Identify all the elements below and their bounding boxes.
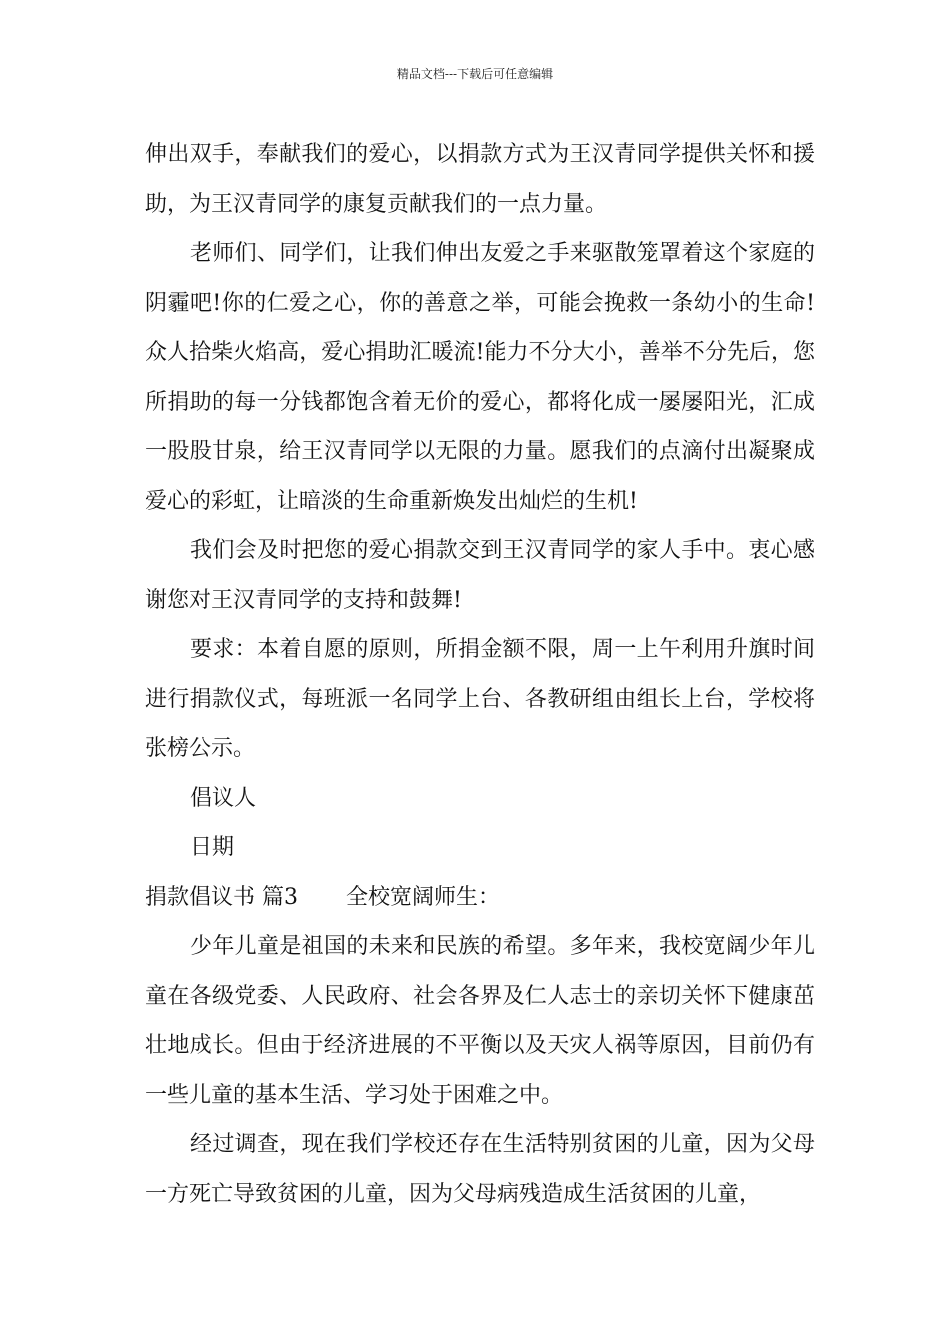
document-body xyxy=(145,130,815,1219)
paragraph-intro: 少年儿童是祖国的未来和民族的希望。多年来，我校宽阔少年儿童在各级党委、人民政府、社会各界及仁人志士的亲切关怀下健康茁壮地成长。但由于经济进展的不平衡以及天灾人祸等原因，目前仍有一些儿童的基本生活、学习处于困难之中。 xyxy=(145,934,815,1108)
paragraph-survey: 经过调查，现在我们学校还存在生活特别贫困的儿童，因为父母一方死亡导致贫困的儿童，因为父母病残造成生活贫困的儿童， xyxy=(145,1132,815,1207)
paragraph-continuation: 伸出双手，奉献我们的爱心，以捐款方式为王汉青同学提供关怀和援助，为王汉青同学的康复贡献我们的一点力量。 xyxy=(145,142,815,217)
page-header: 精品文档---下载后可任意编辑 xyxy=(396,67,554,81)
date-line: 日期 xyxy=(190,835,235,860)
paragraph-appeal: 老师们、同学们，让我们伸出友爱之手来驱散笼罩着这个家庭的阴霾吧!你的仁爱之心，你的善意之举，可能会挽救一条幼小的生命!众人拾柴火焰高，爱心捐助汇暖流!能力不分大小，善举不分先后，您所捐助的每一分钱都饱含着无价的爱心，都将化成一屡屡阳光，汇成一股股甘泉，给王汉青同学以无限的力量。愿我们的点滴付出凝聚成爱心的彩虹，让暗淡的生命重新焕发出灿烂的生机! xyxy=(145,241,815,514)
section-title: 捐款倡议书 篇3 xyxy=(145,884,298,910)
paragraph-requirements: 要求：本着自愿的原则，所捐金额不限，周一上午利用升旗时间进行捐款仪式，每班派一名同学上台、各教研组由组长上台，学校将张榜公示。 xyxy=(145,637,815,761)
signer-line: 倡议人 xyxy=(190,785,257,811)
section-heading xyxy=(145,873,815,923)
paragraph-thanks: 我们会及时把您的爱心捐款交到王汉青同学的家人手中。衷心感谢您对王汉青同学的支持和鼓舞! xyxy=(145,538,815,613)
salutation: 全校宽阔师生： xyxy=(346,884,501,910)
